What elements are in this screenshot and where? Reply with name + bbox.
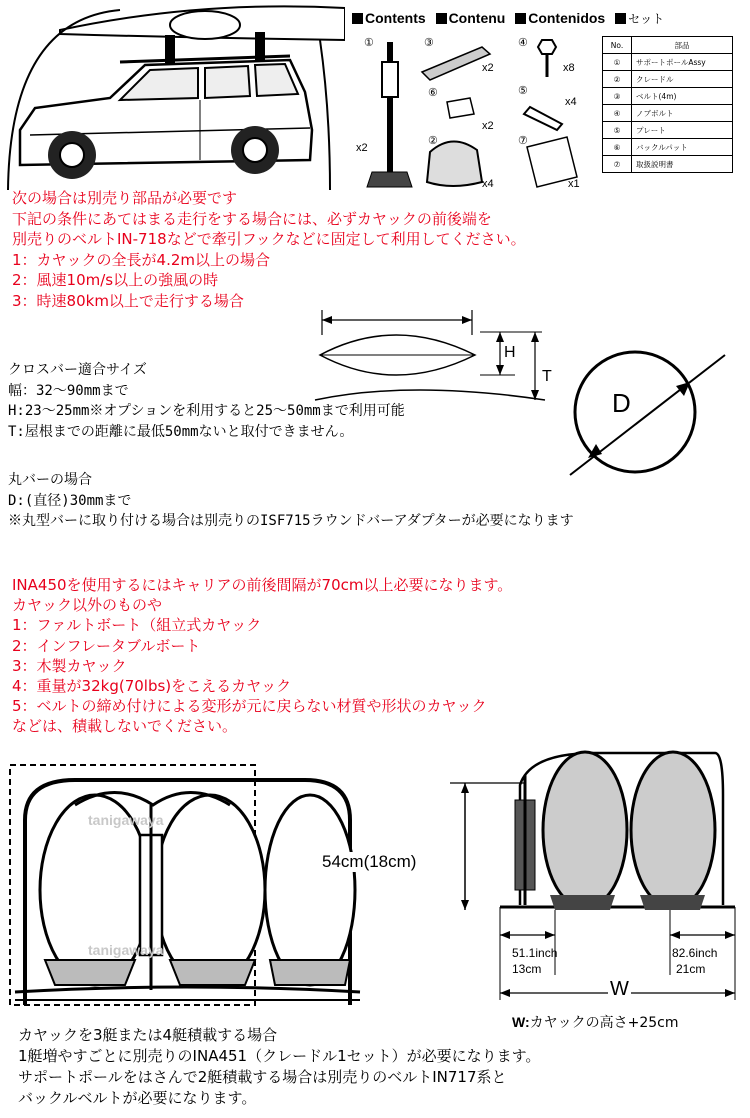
label-t: T xyxy=(542,368,552,385)
round-bar-info xyxy=(8,470,574,532)
table-row xyxy=(603,122,733,139)
part-name: プレート xyxy=(632,122,733,139)
table-row xyxy=(603,88,733,105)
notice1-line: 次の場合は別売り部品が必要です xyxy=(12,189,238,207)
part-name: ノブボルト xyxy=(632,105,733,122)
right-dim-cm: 21cm xyxy=(676,962,706,976)
parts-illustration xyxy=(352,32,598,197)
part-no: ⑦ xyxy=(603,156,632,173)
part-count-2: x4 xyxy=(482,178,494,190)
notice2-line: 5：ベルトの締め付けによる変形が元に戻らない材質や形状のカヤック xyxy=(12,697,487,716)
part-count-6: x2 xyxy=(482,120,494,132)
part-count-3: x2 xyxy=(482,62,494,74)
notice2-line: などは、積載しないでください。 xyxy=(12,717,238,736)
car-with-kayak-illustration xyxy=(0,0,345,195)
notice1-line: 3：時速80km以上で走行する場合 xyxy=(12,291,244,310)
part-name: バックルパット xyxy=(632,139,733,156)
table-row xyxy=(603,105,733,122)
left-dim-inch: 51.1inch xyxy=(512,946,558,960)
watermark-top: tanigawaya xyxy=(88,812,164,828)
parts-table-header-no: No. xyxy=(603,37,632,54)
three-kayak-diagram xyxy=(5,760,365,1015)
contents-en: Contents xyxy=(365,10,426,26)
width-label: W xyxy=(610,978,629,1000)
parts-table-header-name: 部品 xyxy=(632,37,733,54)
notice3-line: バックルベルトが必要になります。 xyxy=(18,1089,257,1107)
crossbar-line: 幅：32～90mmまで xyxy=(8,382,129,399)
notice2-line: 2：インフレータブルボート xyxy=(12,636,201,655)
left-dim-cm: 13cm xyxy=(512,962,542,976)
part-label-2: ② xyxy=(428,135,438,147)
notice1-line: 別売りのベルトIN-718などで牽引フックなどに固定して利用してください。 xyxy=(12,230,526,248)
part-name: ベルト(4m) xyxy=(632,88,733,105)
part-label-1: ① xyxy=(364,37,374,49)
part-label-4: ④ xyxy=(518,37,528,49)
table-row xyxy=(603,71,733,88)
part-no: ③ xyxy=(603,88,632,105)
part-no: ⑥ xyxy=(603,139,632,156)
watermark-bottom: tanigawaya xyxy=(88,942,164,958)
part-count-5: x4 xyxy=(565,96,577,108)
label-h: H xyxy=(504,344,516,361)
part-count-7: x1 xyxy=(568,178,580,190)
notice3-line: カヤックを3艇または4艇積載する場合 xyxy=(18,1026,278,1044)
notice2-line: INA450を使用するにはキャリアの前後間隔が70cm以上必要になります。 xyxy=(12,576,513,594)
part-label-5: ⑤ xyxy=(518,85,528,97)
crossbar-fit-size xyxy=(8,360,405,442)
roundbar-line: D:(直径)30mmまで xyxy=(8,492,132,509)
part-name: クレードル xyxy=(632,71,733,88)
notice2-line: 1：ファルトボート（組立式カヤック xyxy=(12,616,262,635)
roundbar-line: 丸バーの場合 xyxy=(8,472,92,488)
notice2-line: カヤック以外のものや xyxy=(12,596,163,615)
contents-heading xyxy=(352,10,664,27)
contents-es: Contenidos xyxy=(528,10,606,26)
width-note-text: カヤックの高さ+25cm xyxy=(529,1015,679,1031)
part-no: ④ xyxy=(603,105,632,122)
round-bar-diagram xyxy=(560,340,740,500)
notice3-line: サポートポールをはさんで2艇積載する場合は別売りのベルトIN717系と xyxy=(18,1068,507,1086)
part-name: サポートポールAssy xyxy=(632,54,733,71)
notice1-line: 2：風速10m/s以上の強風の時 xyxy=(12,271,219,289)
part-label-3: ③ xyxy=(424,37,434,49)
contents-ja: セット xyxy=(628,12,665,26)
notice2-line: 4：重量が32kg(70lbs)をこえるカヤック xyxy=(12,677,292,696)
part-no: ② xyxy=(603,71,632,88)
notice-multi-kayak xyxy=(18,1025,540,1109)
notice-loading-restrictions xyxy=(12,575,512,737)
table-row xyxy=(603,156,733,173)
notice1-line: 1：カヤックの全長が4.2m以上の場合 xyxy=(12,250,271,269)
part-count-4: x8 xyxy=(563,62,575,74)
part-label-7: ⑦ xyxy=(518,135,528,147)
notice3-line: 1艇増やすごとに別売りのINA451（クレードル1セット）が必要になります。 xyxy=(18,1047,541,1065)
crossbar-line: クロスバー適合サイズ xyxy=(8,362,147,378)
part-name: 取扱説明書 xyxy=(632,156,733,173)
part-no: ⑤ xyxy=(603,122,632,139)
crossbar-line: T:屋根までの距離に最低50mmないと取付できません。 xyxy=(8,423,354,440)
notice2-line: 3：木製カヤック xyxy=(12,656,127,675)
notice-optional-parts xyxy=(12,188,526,311)
notice1-line: 下記の条件にあてはまる走行をする場合には、必ずカヤックの前後端を xyxy=(12,209,492,228)
part-count-1: x2 xyxy=(356,142,368,154)
label-d: D xyxy=(612,388,631,418)
contents-fr: Contenu xyxy=(448,10,506,26)
right-dim-inch: 82.6inch xyxy=(672,946,718,960)
parts-table xyxy=(602,36,733,173)
crossbar-line: H:23～25mm※オプションを利用すると25～50mmまで利用可能 xyxy=(8,403,405,419)
parts-table-header xyxy=(603,37,733,54)
width-note-key: W: xyxy=(512,1014,530,1030)
table-row xyxy=(603,139,733,156)
table-row xyxy=(603,54,733,71)
height-label: 54cm(18cm) xyxy=(322,852,417,871)
part-no: ① xyxy=(603,54,632,71)
part-label-6: ⑥ xyxy=(428,87,438,99)
roundbar-line: ※丸型バーに取り付ける場合は別売りのISF715ラウンドバーアダプターが必要になります xyxy=(8,513,574,529)
